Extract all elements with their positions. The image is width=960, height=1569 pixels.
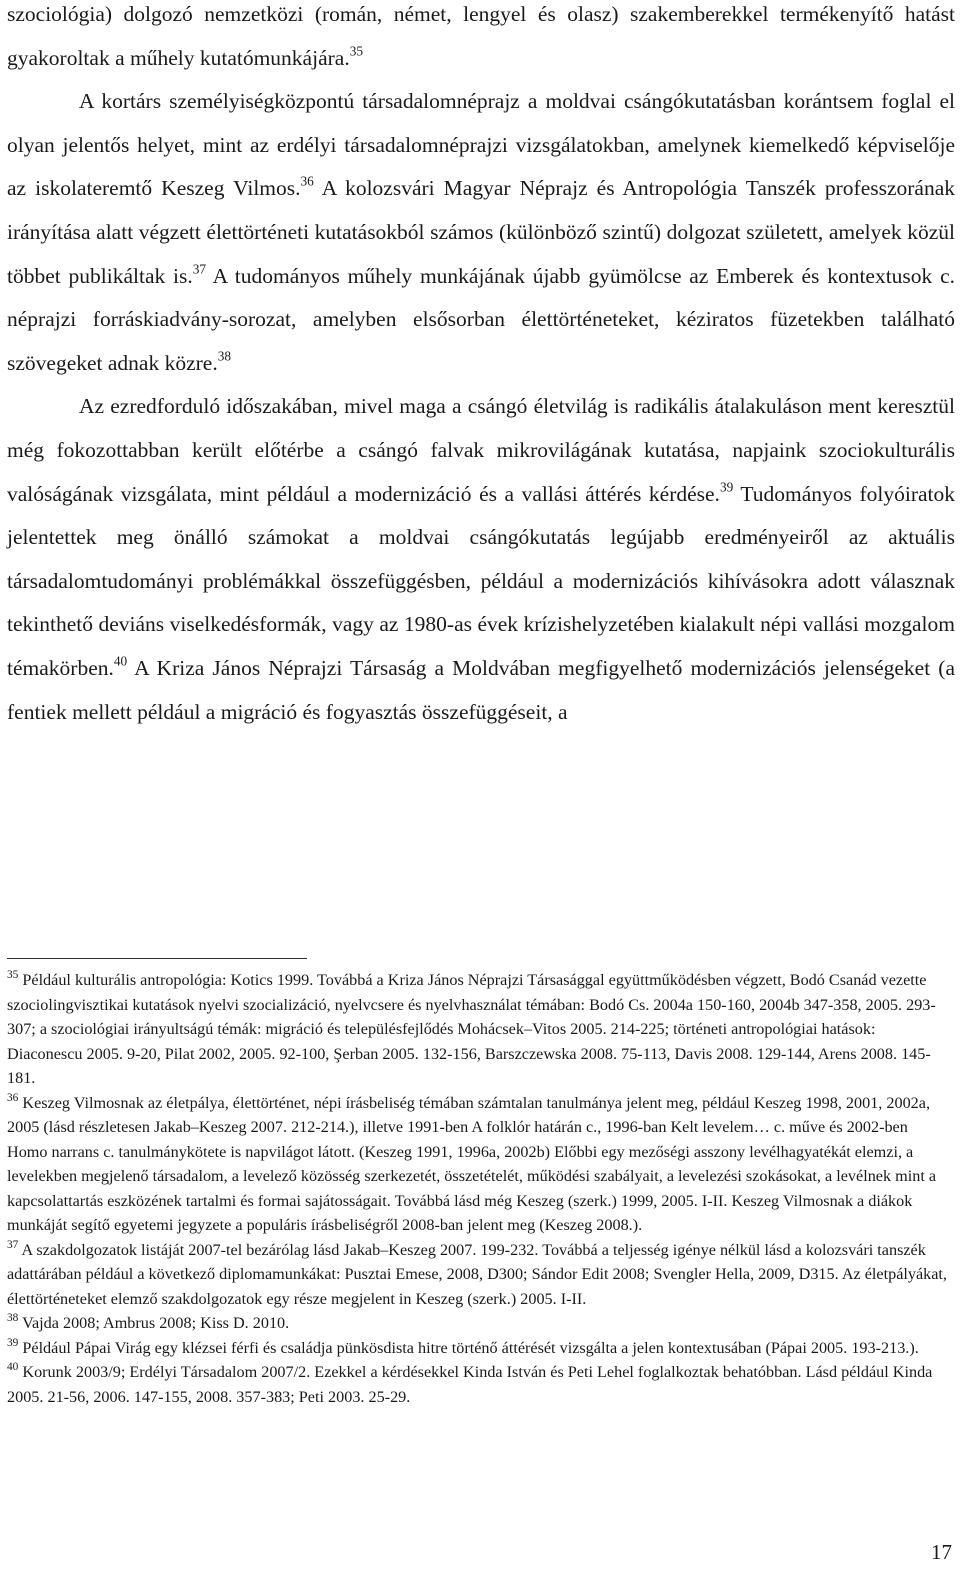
page-number: 17 (931, 1540, 952, 1564)
footnote-35 (7, 968, 947, 1091)
footnote-number: 40 (7, 1360, 19, 1373)
paragraph-2-text-2: A kolozsvári Magyar Néprajz és Antropológia Tanszék professzorának irányítása alatt végzett élettörténeti kutatásokból számos (különböző szintű) dolgozat született, amelyek közül többet publikáltak is. (7, 176, 956, 288)
footnote-36 (7, 1091, 947, 1238)
paragraph-1-text-1: szociológia) dolgozó nemzetközi (román, német, lengyel és olasz) szakemberekkel termékenyítő hatást gyakoroltak a műhely kutatómunkájára. (7, 2, 955, 70)
footnote-number: 37 (7, 1238, 19, 1251)
footnote-ref-38[interactable]: 38 (217, 348, 232, 364)
footnote-38 (7, 1311, 947, 1336)
footnote-text: Korunk 2003/9; Erdélyi Társadalom 2007/2. Ezekkel a kérdésekkel Kinda István és Peti Lehel foglalkoztak behatóbban. Lásd például Kinda 2005. 21-56, 2006. 147-155, 2008. 357-383; Peti 2003. 25-29. (7, 1363, 933, 1406)
footnote-text: A szakdolgozatok listáját 2007-tel bezárólag lásd Jakab–Keszeg 2007. 199-232. Továbbá a teljesség igénye nélkül lásd a kolozsvári tanszék adattárában például a következő diplomamunkákat: Pusztai Emese, 2008, D300; Sándor Edit 2008; Svengler Hella, 2009, D315. Az életpályákat, élettörténeteket elemző szakdolgozatok egy része megjelent in Keszeg (szerk.) 2005. I-II. (7, 1240, 947, 1308)
paragraph-3-text-2: Tudományos folyóiratok jelentettek meg önálló számokat a moldvai csángókutatás legújabb eredményeiről az aktuális társadalomtudományi problémákkal összefüggésben, például a modernizációs kihívásokra adott válasznak tekinthető deviáns viselkedésformák, vagy az 1980-as évek krízishelyzetében kialakult népi vallási mozgalom témakörben. (7, 481, 955, 680)
footnote-39 (7, 1336, 947, 1361)
main-text (7, 0, 955, 734)
footnote-text: Keszeg Vilmosnak az életpálya, élettörténet, népi írásbeliség témában számtalan tanulmánya jelent meg, például Keszeg 1998, 2001, 2002a, 2005 (lásd részletesen Jakab–Keszeg 2007. 212-214.), illetve 1991-ben A folklór határán c., 1996-ban Kelt levelem… c. műve és 2002-ben Homo narrans c. tanulmánykötete is napvilágot látott. (Keszeg 1991, 1996a, 2002b) Előbbi egy mezőségi asszony levélhagyatékát elemzi, a levelekben megjelenő társadalom, a levelező közösség szerkezetét, összetételét, működési szabályait, a levelezési szokásokat, a levélnek mint a kapcsolattartás eszközének tartalmi és formai sajátosságait. Továbbá lásd még Keszeg (szerk.) 1999, 2005. I-II. Keszeg Vilmosnak a diákok munkáját segítő egyetemi jegyzete a populáris írásbeliségről 2008-ban jelent meg (Keszeg 2008.). (7, 1093, 937, 1234)
footnote-ref-37[interactable]: 37 (192, 260, 207, 276)
footnote-text: Például Pápai Virág egy klézsei férfi és családja pünkösdista hitre történő áttérését vizsgálta a jelen kontextusában (Pápai 2005. 193-213.). (18, 1338, 919, 1357)
footnote-ref-36[interactable]: 36 (300, 173, 314, 189)
footnote-ref-40[interactable]: 40 (113, 653, 128, 669)
paragraph-3-text-3: A Kriza János Néprajzi Társaság a Moldvában megfigyelhető modernizációs jelenségeket (a fentiek mellett például a migráció és fogyasztás összefüggéseit, a (7, 655, 955, 724)
paragraph-2-text-3: A tudományos műhely munkájának újabb gyümölcse az Emberek és kontextusok c. néprajzi forráskiadvány-sorozat, amelyben elsősorban élettörténeteket, kéziratos füzetekben található szövegeket adnak közre. (7, 263, 955, 375)
footnote-text: Például kulturális antropológia: Kotics 1999. Továbbá a Kriza János Néprajzi Társasággal együttműködésben végzett, Bodó Csanád vezette szociolingvisztikai kutatások nyelvi szocializáció, nyelvcsere és nyelvhasználat témában: Bodó Cs. 2004a 150-160, 2004b 347-358, 2005. 293-307; a szociológiai irányultságú témák: migráció és településfejlődés Mohácsek–Vitos 2005. 214-225; történeti antropológiai hatások: Diaconescu 2005. 9-20, Pilat 2002, 2005. 92-100, Şerban 2005. 132-156, Barszczewska 2008. 75-113, Davis 2008. 129-144, Arens 2008. 145-181. (7, 971, 936, 1087)
footnote-ref-39[interactable]: 39 (719, 478, 734, 494)
footnote-number: 39 (7, 1336, 19, 1349)
footnote-40 (7, 1360, 947, 1409)
paragraph-2-text-1: A kortárs személyiségközpontú társadalomnéprajz a moldvai csángókutatásban korántsem foglal el olyan jelentős helyet, mint az erdélyi társadalomnéprajzi vizsgálatokban, amelynek kiemelkedő képviselője az iskolateremtő Keszeg Vilmos. (7, 89, 955, 201)
footnote-number: 36 (7, 1091, 19, 1104)
footnote-number: 38 (7, 1311, 19, 1324)
footnote-ref-35[interactable]: 35 (349, 43, 364, 58)
footnote-37 (7, 1238, 947, 1312)
paragraph-2 (7, 80, 955, 385)
footnote-text: Vajda 2008; Ambrus 2008; Kiss D. 2010. (18, 1314, 290, 1332)
paragraph-3-text-1: Az ezredforduló időszakában, mivel maga a csángó életvilág is radikális átalakuláson ment keresztül még fokozottabban került előtérbe a csángó falvak mikrovilágának kutatása, napjaink szociokulturális valóságának vizsgálata, mint például a modernizáció és a vallási áttérés kérdése. (7, 394, 955, 506)
footnotes (7, 968, 947, 1409)
paragraph-3 (7, 385, 955, 734)
footnote-number: 35 (7, 968, 19, 981)
paragraph-1 (7, 0, 955, 80)
footnote-separator (7, 958, 307, 959)
